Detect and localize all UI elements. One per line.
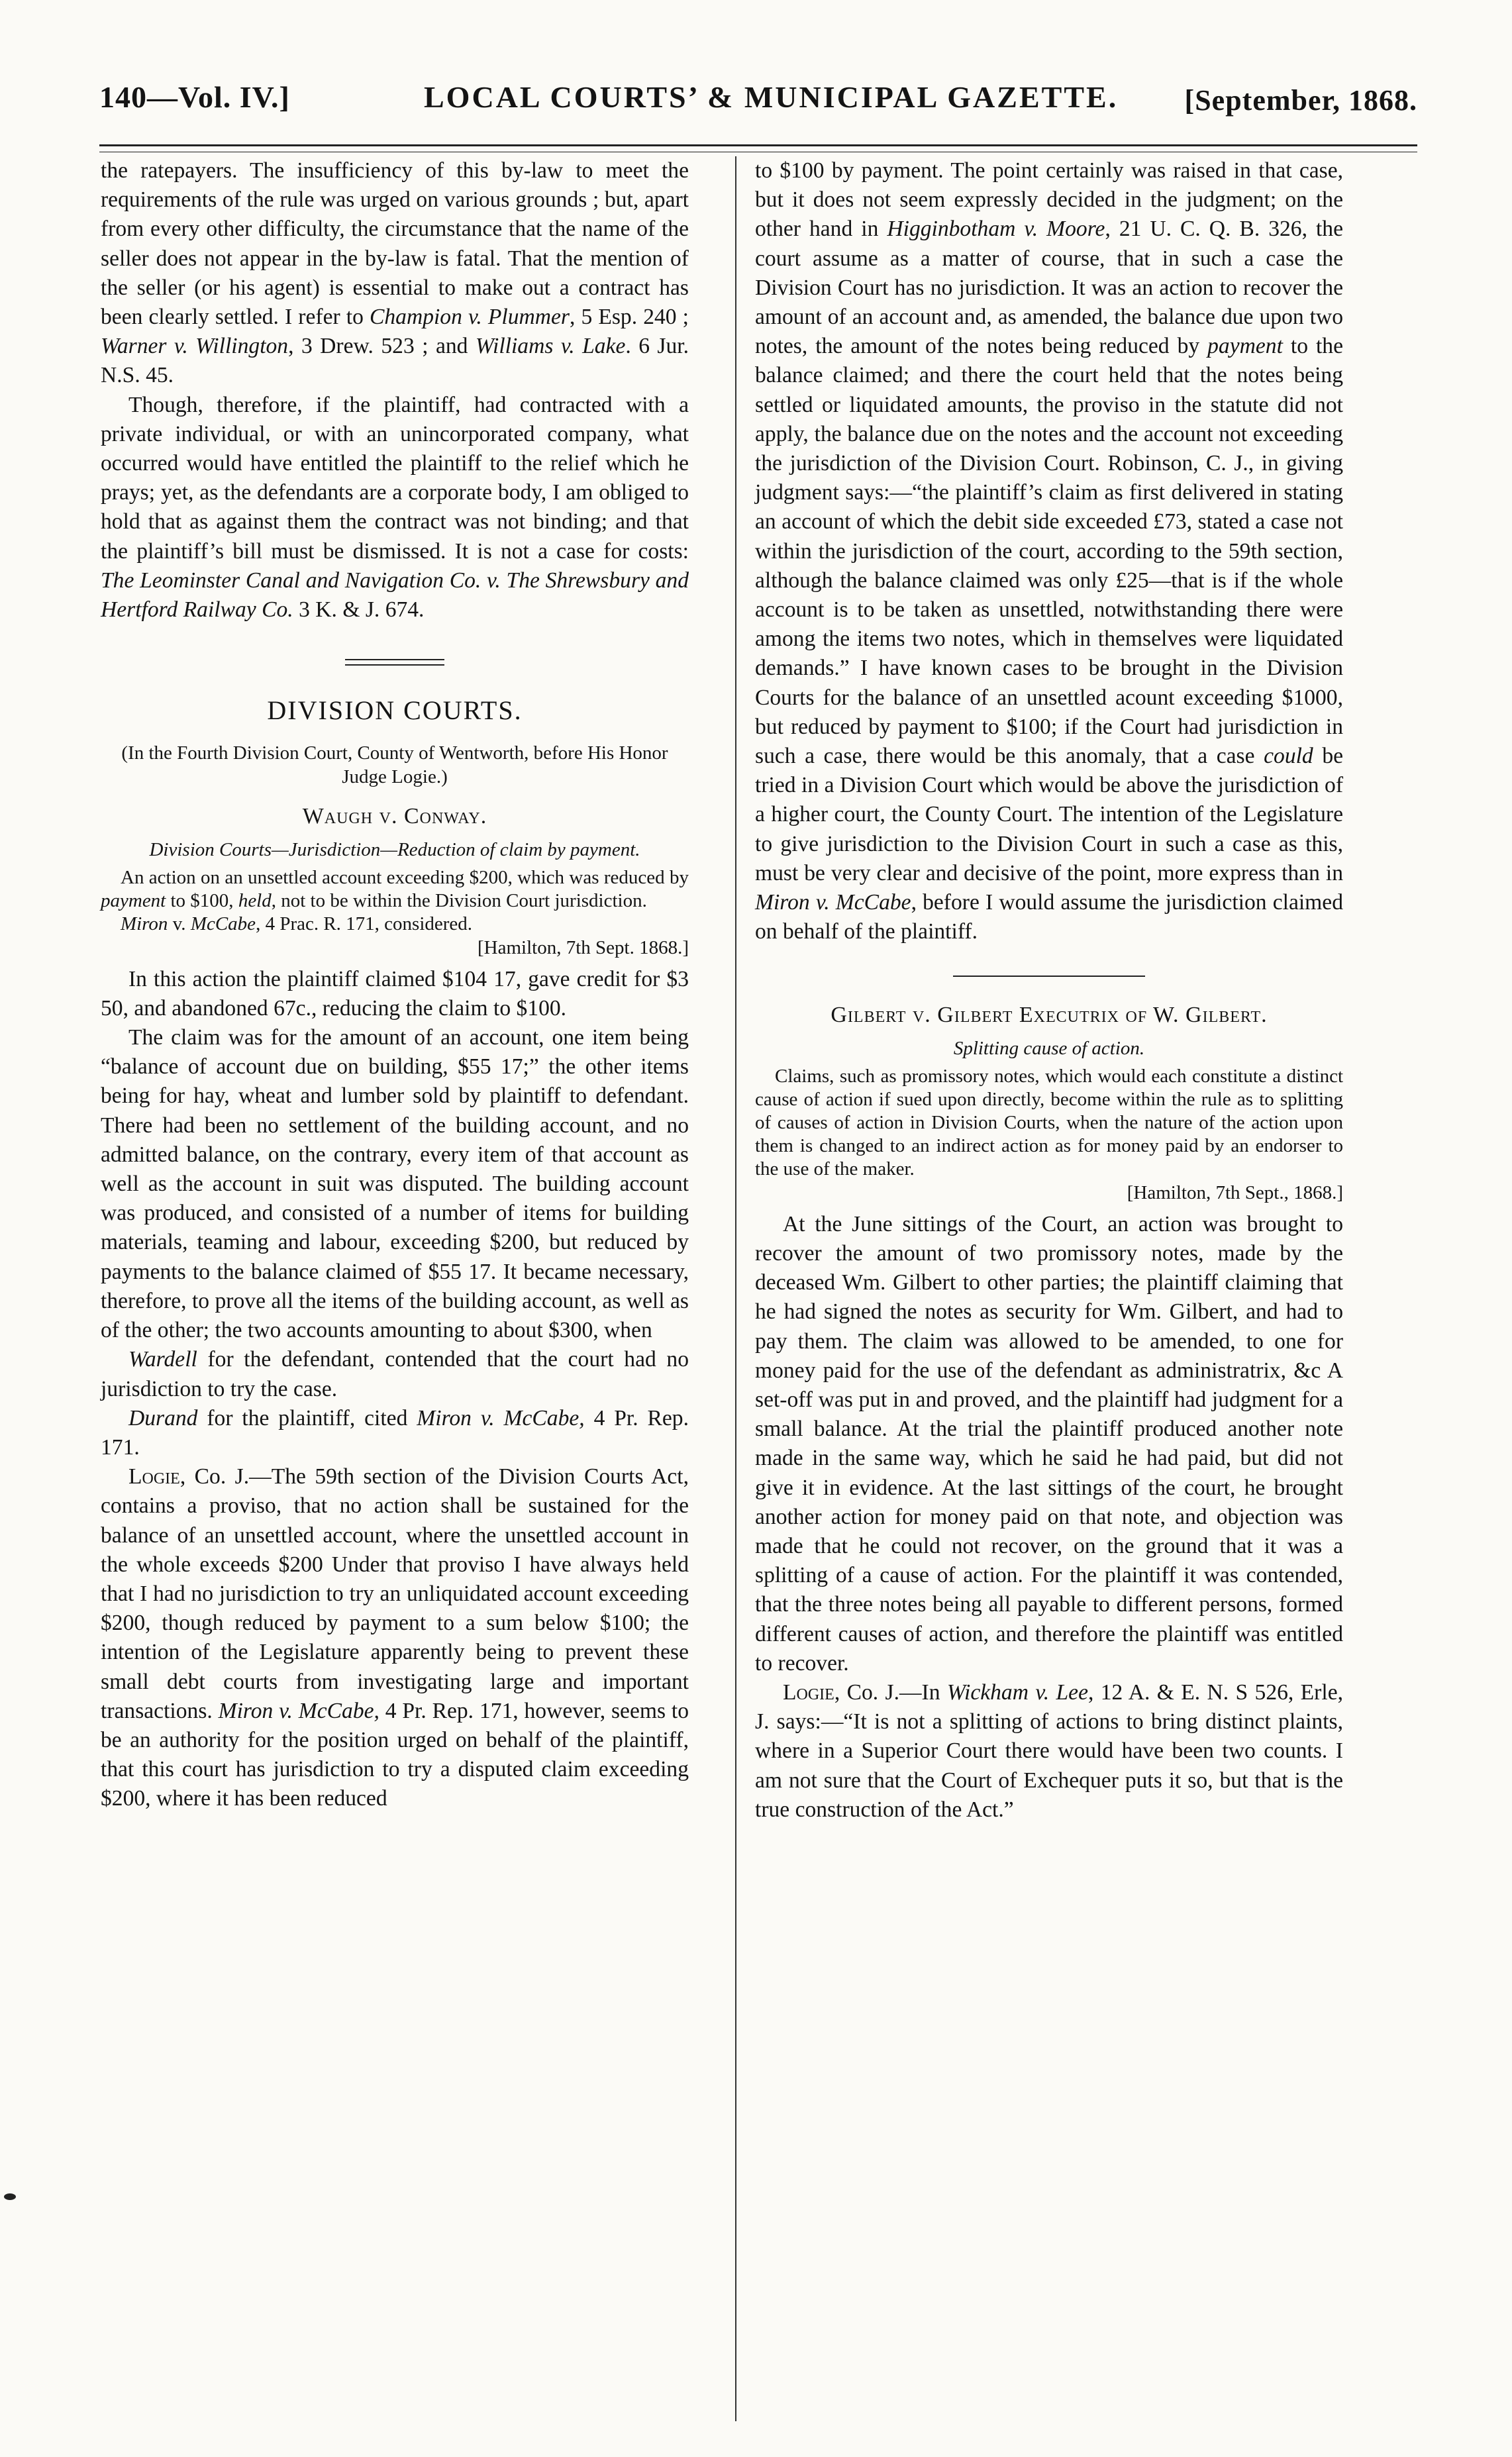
section-separator	[345, 659, 444, 666]
paragraph: the ratepayers. The insufficiency of this by-law to meet the requirements of the rule was urged on various grounds ; but, apart from every other difficulty, the circumstance that the name of the seller does not appear in the by-law is fatal. That the mention of the seller (or his agent) is essential to make out a contract has been clearly settled. I refer to Champion v. Plummer, 5 Esp. 240 ; Warner v. Willington, 3 Drew. 523 ; and Williams v. Lake. 6 Jur. N.S. 45.	[101, 158, 689, 388]
page-volume-label: 140—Vol. IV.]	[99, 80, 290, 114]
publication-title: LOCAL COURTS’ & MUNICIPAL GAZETTE.	[424, 80, 1119, 114]
headnote: An action on an unsettled account exceeding $200, which was reduced by payment to $100, held, not to be within the Division Court jurisdiction.	[101, 866, 689, 911]
paragraph: The claim was for the amount of an account, one item being “balance of account due on building, $55 17;” the other items being for hay, wheat and lumber sold by plaintiff to defendant. There had been no settlement of the building account, and no admitted balance, on the contrary, every item of that account as well as the account in suit was disputed. The building account was produced, and consisted of a number of items for building materials, teaming and labour, exceeding $200, but reduced by payments to the balance claimed of $55 17. It became necessary, therefore, to prove all the items of the building account, as well as of the other; the two accounts amounting to about $300, when	[101, 1025, 689, 1343]
case-subhead: Division Courts—Jurisdiction—Reduction of claim by payment.	[149, 838, 640, 860]
headnote: Miron v. McCabe, 4 Prac. R. 171, considered.	[121, 913, 473, 934]
date-line: [Hamilton, 7th Sept. 1868.]	[478, 936, 689, 958]
issue-date: [September, 1868.	[1184, 84, 1417, 117]
paragraph: In this action the plaintiff claimed $104 17, gave credit for $3 50, and abandoned 67c., reducing the claim to $100.	[101, 966, 689, 1021]
paragraph: Durand for the plaintiff, cited Miron v. McCabe, 4 Pr. Rep. 171.	[101, 1405, 689, 1460]
headnote: Claims, such as promissory notes, which would each constitute a distinct cause of action if sued upon directly, become within the rule as to splitting of causes of action in Division Courts, when the nature of the action upon them is changed to an indirect action as for money paid by an endorser to the use of the maker.	[755, 1065, 1343, 1179]
paragraph: to $100 by payment. The point certainly was raised in that case, but it does not seem expressly decided in the judgment; on the other hand in Higginbotham v. Moore, 21 U. C. Q. B. 326, the court assume as a matter of course, that in such a case the Division Court has no jurisdiction. It was an action to recover the amount of an account and, as amended, the balance due upon two notes, the amount of the notes being reduced by payment to the balance claimed; and there the court held that the notes being settled or liquidated amounts, the proviso in the statute did not apply, the balance due on the notes and the account not exceeding the jurisdiction of the Division Court. Robinson, C. J., in giving judgment says:—“the plaintiff’s claim as first delivered in stating an account of which the debit side exceeded £73, stated a case not within the jurisdiction of the court, according to the 59th section, although the balance claimed was only £25—that is if the whole account is to be taken as unsettled, notwithstanding there were among the items two notes, which in themselves were liquidated demands.” I have known cases to be brought in the Division Courts for the balance of an unsettled acount exceeding $1000, but reduced by payment to $100; if the Court had jurisdiction in such a case, there would be this anomaly, that a case could be tried in a Division Court which would be above the jurisdiction of a higher court, the County Court. The intention of the Legislature to give jurisdiction to the Division Court in such a case as this, must be very clear and decisive of the point, more express than in Miron v. McCabe, before I would assume the jurisdiction claimed on behalf of the plaintiff.	[755, 158, 1344, 944]
right-column	[755, 156, 1343, 1825]
column-divider	[735, 156, 736, 2421]
case-subhead: Splitting cause of action.	[953, 1037, 1145, 1059]
paragraph: Though, therefore, if the plaintiff, had contracted with a private individual, or with an unincorporated company, what occurred would have entitled the plaintiff to the relief which he prays; yet, as the defendants are a corporate body, I am obliged to hold that as against them the contract was not binding; and that the plaintiff’s bill must be dismissed. It is not a case for costs: The Leominster Canal and Navigation Co. v. The Shrewsbury and Hertford Railway Co. 3 K. & J. 674.	[101, 392, 689, 623]
margin-mark	[4, 2193, 16, 2200]
paragraph: Logie, Co. J.—In Wickham v. Lee, 12 A. & E. N. S 526, Erle, J. says:—“It is not a splitting of actions to bring distinct plaints, where in a Superior Court there would have been two counts. I am not sure that the Court of Exchequer puts it so, but that is the true construction of the Act.”	[755, 1680, 1343, 1822]
section-separator	[953, 976, 1145, 977]
header-rule	[99, 144, 1417, 152]
paragraph: At the June sittings of the Court, an action was brought to recover the amount of two promissory notes, made by the deceased Wm. Gilbert to other parties; the plaintiff claiming that he had signed the notes as security for Wm. Gilbert, and had to pay them. The claim was allowed to be amended, to one for money paid for the use of the defendant as administratrix, &c A set-off was put in and proved, and the plaintiff had judgment for a small balance. At the trial the plaintiff produced another note made in the same way, which he said he had paid, but did not give it in evidence. At the last sittings of the court, he brought another action for money paid on that note, and objection was made that he could not recover, on the ground that it was a splitting of a cause of action. For the plaintiff it was contended, that the three notes being all payable to different persons, formed different causes of action, and therefore the plaintiff was entitled to recover.	[755, 1211, 1343, 1676]
date-line: [Hamilton, 7th Sept., 1868.]	[1127, 1181, 1343, 1203]
paragraph: Logie, Co. J.—The 59th section of the Division Courts Act, contains a proviso, that no action shall be sustained for the balance of an unsettled account, where the unsettled account in the whole exceeds $200 Under that proviso I have always held that I had no jurisdiction to try an unliquidated account exceeding $200, though reduced by payment to a sum below $100; the intention of the Legislature apparently being to prevent these small debt courts from investigating large and important transactions. Miron v. McCabe, 4 Pr. Rep. 171, however, seems to be an authority for the position urged on behalf of the plaintiff, that this court has jurisdiction to try a disputed claim exceeding $200, where it has been reduced	[101, 1464, 689, 1811]
case-title: Gilbert v. Gilbert Executrix of W. Gilbert.	[831, 1003, 1268, 1028]
page-header	[99, 79, 1417, 126]
left-column	[101, 156, 689, 1814]
case-title: Waugh v. Conway.	[302, 804, 487, 829]
section-title: DIVISION COURTS.	[267, 695, 523, 726]
court-note: (In the Fourth Division Court, County of Wentworth, before His Honor Judge Logie.)	[121, 742, 668, 788]
paragraph: Wardell for the defendant, contended that the court had no jurisdiction to try the case.	[101, 1347, 689, 1401]
